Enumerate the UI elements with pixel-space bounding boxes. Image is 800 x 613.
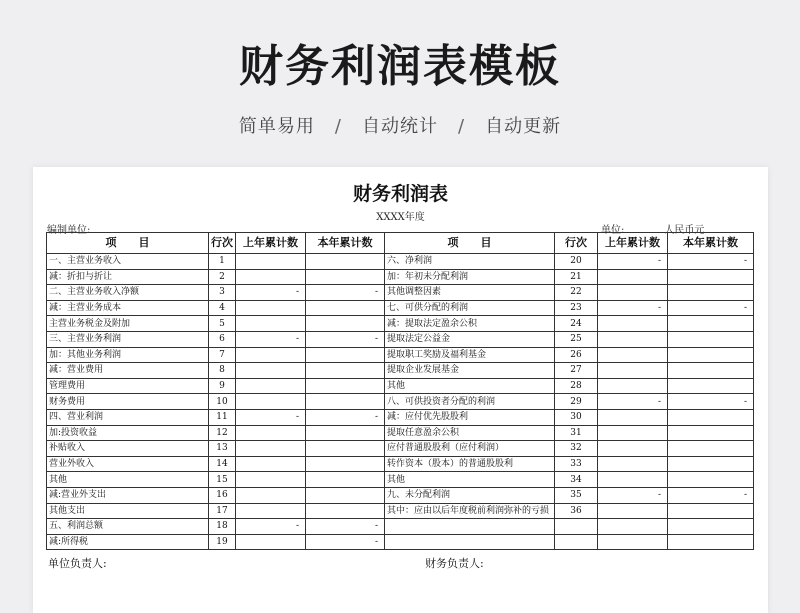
left-prev-cell[interactable] [236, 316, 306, 332]
left-prev-cell[interactable] [236, 347, 306, 363]
table-row [47, 456, 754, 472]
right-line-cell[interactable]: 25 [555, 331, 598, 347]
left-curr-cell[interactable]: - [306, 519, 385, 535]
finance-head-signature: 财务负责人: [425, 557, 484, 570]
right-prev-cell[interactable] [598, 269, 668, 285]
unit-head-signature: 单位负责人: [48, 557, 107, 570]
tag-easy: 简单易用 [238, 116, 315, 137]
right-prev-cell[interactable] [598, 409, 668, 425]
document-title: 财务利润表 [352, 183, 448, 205]
left-curr-cell[interactable] [306, 487, 385, 503]
left-item-cell[interactable]: 二、主营业务收入净额 [47, 285, 209, 301]
table-row [47, 378, 754, 394]
left-line-cell[interactable]: 7 [209, 347, 236, 363]
left-prev-cell[interactable]: - [236, 331, 306, 347]
right-curr-cell[interactable]: - [668, 394, 754, 410]
left-item-cell[interactable]: 四、营业利润 [47, 409, 209, 425]
right-curr-cell[interactable] [668, 425, 754, 441]
header-prev-left[interactable]: 上年累计数 [236, 233, 306, 254]
left-line-cell[interactable]: 19 [209, 534, 236, 550]
right-curr-cell[interactable] [668, 472, 754, 488]
left-line-cell[interactable]: 6 [209, 331, 236, 347]
right-prev-cell[interactable] [598, 503, 668, 519]
table-row [47, 425, 754, 441]
right-item-cell[interactable]: 加：年初未分配利润 [385, 269, 555, 285]
right-line-cell[interactable]: 27 [555, 363, 598, 379]
right-line-cell[interactable]: 28 [555, 378, 598, 394]
table-row [47, 519, 754, 535]
table-row [47, 331, 754, 347]
right-line-cell[interactable]: 24 [555, 316, 598, 332]
left-line-cell[interactable]: 14 [209, 456, 236, 472]
left-prev-cell[interactable] [236, 269, 306, 285]
right-prev-cell[interactable]: - [598, 487, 668, 503]
left-line-cell[interactable]: 3 [209, 285, 236, 301]
left-item-cell[interactable]: 加:投资收益 [47, 425, 209, 441]
right-item-cell[interactable]: 六、净利润 [385, 254, 555, 270]
right-prev-cell[interactable] [598, 472, 668, 488]
left-prev-cell[interactable] [236, 363, 306, 379]
right-prev-cell[interactable]: - [598, 394, 668, 410]
right-curr-cell[interactable] [668, 285, 754, 301]
left-item-cell[interactable]: 减：折扣与折让 [47, 269, 209, 285]
left-item-cell[interactable]: 减：营业费用 [47, 363, 209, 379]
left-curr-cell[interactable] [306, 503, 385, 519]
right-item-cell[interactable]: 其他调整因素 [385, 285, 555, 301]
right-prev-cell[interactable]: - [598, 300, 668, 316]
left-curr-cell[interactable] [306, 269, 385, 285]
right-line-cell[interactable]: 20 [555, 254, 598, 270]
left-item-cell[interactable]: 减:所得税 [47, 534, 209, 550]
right-line-cell[interactable]: 29 [555, 394, 598, 410]
left-line-cell[interactable]: 12 [209, 425, 236, 441]
right-curr-cell[interactable] [668, 534, 754, 550]
left-line-cell[interactable]: 8 [209, 363, 236, 379]
left-prev-cell[interactable] [236, 394, 306, 410]
left-prev-cell[interactable]: - [236, 519, 306, 535]
right-prev-cell[interactable] [598, 425, 668, 441]
left-line-cell[interactable]: 15 [209, 472, 236, 488]
right-item-cell[interactable]: 提取职工奖励及福利基金 [385, 347, 555, 363]
left-prev-cell[interactable] [236, 472, 306, 488]
left-curr-cell[interactable]: - [306, 409, 385, 425]
right-item-cell[interactable]: 应付普通股股利（应付利润） [385, 441, 555, 457]
right-item-cell[interactable]: 其他 [385, 378, 555, 394]
right-prev-cell[interactable]: - [598, 254, 668, 270]
left-curr-cell[interactable]: - [306, 534, 385, 550]
left-curr-cell[interactable] [306, 378, 385, 394]
right-prev-cell[interactable] [598, 316, 668, 332]
right-curr-cell[interactable] [668, 441, 754, 457]
right-line-cell[interactable] [555, 519, 598, 535]
right-prev-cell[interactable] [598, 534, 668, 550]
left-prev-cell[interactable] [236, 425, 306, 441]
right-item-cell[interactable]: 其中：应由以后年度税前利润弥补的亏损 [385, 503, 555, 519]
table-row [47, 300, 754, 316]
left-prev-cell[interactable] [236, 487, 306, 503]
right-curr-cell[interactable]: - [668, 487, 754, 503]
left-item-cell[interactable]: 补贴收入 [47, 441, 209, 457]
left-curr-cell[interactable] [306, 394, 385, 410]
table-row [47, 363, 754, 379]
banner-tagline [0, 112, 800, 138]
spreadsheet-sheet [33, 167, 768, 613]
right-item-cell[interactable] [385, 534, 555, 550]
left-prev-cell[interactable] [236, 456, 306, 472]
left-prev-cell[interactable] [236, 534, 306, 550]
right-curr-cell[interactable] [668, 316, 754, 332]
tag-auto-stats: 自动统计 [362, 116, 438, 137]
left-line-cell[interactable]: 1 [209, 254, 236, 270]
table-row [47, 285, 754, 301]
right-line-cell[interactable]: 36 [555, 503, 598, 519]
right-line-cell[interactable]: 22 [555, 285, 598, 301]
banner-title: 财务利润表模板 [239, 41, 561, 92]
left-item-cell[interactable]: 管理费用 [47, 378, 209, 394]
left-prev-cell[interactable]: - [236, 285, 306, 301]
left-item-cell[interactable]: 减:营业外支出 [47, 487, 209, 503]
table-row [47, 316, 754, 332]
right-line-cell[interactable]: 35 [555, 487, 598, 503]
right-prev-cell[interactable] [598, 285, 668, 301]
right-line-cell[interactable]: 32 [555, 441, 598, 457]
right-curr-cell[interactable] [668, 363, 754, 379]
left-item-cell[interactable]: 其他 [47, 472, 209, 488]
left-line-cell[interactable]: 4 [209, 300, 236, 316]
right-item-cell[interactable]: 提取企业发展基金 [385, 363, 555, 379]
left-item-cell[interactable]: 三、主营业务利润 [47, 331, 209, 347]
compiler-label: 编制单位: [47, 225, 91, 236]
right-item-cell[interactable]: 转作资本（股本）的普通股股利 [385, 456, 555, 472]
right-item-cell[interactable]: 减：应付优先股股利 [385, 409, 555, 425]
left-line-cell[interactable]: 11 [209, 409, 236, 425]
table-row [47, 269, 754, 285]
left-curr-cell[interactable] [306, 441, 385, 457]
right-line-cell[interactable] [555, 534, 598, 550]
right-curr-cell[interactable] [668, 331, 754, 347]
left-prev-cell[interactable] [236, 254, 306, 270]
left-line-cell[interactable]: 5 [209, 316, 236, 332]
left-curr-cell[interactable]: - [306, 331, 385, 347]
table-header-row [47, 233, 754, 254]
right-line-cell[interactable]: 31 [555, 425, 598, 441]
left-line-cell[interactable]: 18 [209, 519, 236, 535]
left-curr-cell[interactable] [306, 425, 385, 441]
left-prev-cell[interactable] [236, 503, 306, 519]
right-curr-cell[interactable] [668, 269, 754, 285]
tag-auto-update: 自动更新 [485, 116, 562, 137]
left-item-cell[interactable]: 加：其他业务利润 [47, 347, 209, 363]
right-curr-cell[interactable]: - [668, 300, 754, 316]
left-item-cell[interactable]: 营业外收入 [47, 456, 209, 472]
table-row [47, 254, 754, 270]
left-curr-cell[interactable] [306, 300, 385, 316]
right-prev-cell[interactable] [598, 441, 668, 457]
unit-label: 单位: [601, 225, 625, 236]
header-item-left[interactable]: 项 目 [47, 233, 209, 254]
left-curr-cell[interactable]: - [306, 285, 385, 301]
left-line-cell[interactable]: 16 [209, 487, 236, 503]
income-statement-table [46, 232, 754, 550]
left-item-cell[interactable]: 其他支出 [47, 503, 209, 519]
right-prev-cell[interactable] [598, 378, 668, 394]
right-curr-cell[interactable] [668, 519, 754, 535]
separator: / [334, 116, 342, 137]
left-prev-cell[interactable] [236, 378, 306, 394]
left-curr-cell[interactable] [306, 347, 385, 363]
table-row [47, 487, 754, 503]
table-row [47, 409, 754, 425]
right-prev-cell[interactable] [598, 363, 668, 379]
header-item-right[interactable]: 项 目 [385, 233, 555, 254]
header-line-right[interactable]: 行次 [555, 233, 598, 254]
left-line-cell[interactable]: 13 [209, 441, 236, 457]
right-line-cell[interactable]: 34 [555, 472, 598, 488]
right-item-cell[interactable]: 减：提取法定盈余公积 [385, 316, 555, 332]
right-curr-cell[interactable] [668, 347, 754, 363]
right-item-cell[interactable]: 提取法定公益金 [385, 331, 555, 347]
right-curr-cell[interactable] [668, 456, 754, 472]
left-curr-cell[interactable] [306, 456, 385, 472]
right-line-cell[interactable]: 33 [555, 456, 598, 472]
right-item-cell[interactable]: 八、可供投资者分配的利润 [385, 394, 555, 410]
separator: / [458, 116, 466, 137]
header-prev-right[interactable]: 上年累计数 [598, 233, 668, 254]
left-prev-cell[interactable] [236, 441, 306, 457]
left-prev-cell[interactable]: - [236, 409, 306, 425]
left-curr-cell[interactable] [306, 472, 385, 488]
right-curr-cell[interactable] [668, 378, 754, 394]
right-item-cell[interactable]: 九、未分配利润 [385, 487, 555, 503]
right-prev-cell[interactable] [598, 347, 668, 363]
left-line-cell[interactable]: 2 [209, 269, 236, 285]
left-item-cell[interactable]: 一、主营业务收入 [47, 254, 209, 270]
right-curr-cell[interactable]: - [668, 254, 754, 270]
table-row [47, 503, 754, 519]
left-line-cell[interactable]: 17 [209, 503, 236, 519]
left-curr-cell[interactable] [306, 363, 385, 379]
left-line-cell[interactable]: 9 [209, 378, 236, 394]
right-item-cell[interactable] [385, 519, 555, 535]
header-curr-left[interactable]: 本年累计数 [306, 233, 385, 254]
right-item-cell[interactable]: 其他 [385, 472, 555, 488]
right-line-cell[interactable]: 21 [555, 269, 598, 285]
left-line-cell[interactable]: 10 [209, 394, 236, 410]
right-prev-cell[interactable] [598, 456, 668, 472]
right-prev-cell[interactable] [598, 331, 668, 347]
right-item-cell[interactable]: 提取任意盈余公积 [385, 425, 555, 441]
table-row [47, 441, 754, 457]
right-curr-cell[interactable] [668, 503, 754, 519]
document-year: XXXX年度 [376, 212, 425, 223]
left-item-cell[interactable]: 减：主营业务成本 [47, 300, 209, 316]
right-prev-cell[interactable] [598, 519, 668, 535]
table-row [47, 472, 754, 488]
table-row [47, 534, 754, 550]
left-curr-cell[interactable] [306, 316, 385, 332]
left-prev-cell[interactable] [236, 300, 306, 316]
left-item-cell[interactable]: 五、利润总额 [47, 519, 209, 535]
header-curr-right[interactable]: 本年累计数 [668, 233, 754, 254]
left-item-cell[interactable]: 主营业务税金及附加 [47, 316, 209, 332]
right-item-cell[interactable]: 七、可供分配的利润 [385, 300, 555, 316]
left-curr-cell[interactable] [306, 254, 385, 270]
header-line-left[interactable]: 行次 [209, 233, 236, 254]
right-line-cell[interactable]: 23 [555, 300, 598, 316]
table-row [47, 347, 754, 363]
left-item-cell[interactable]: 财务费用 [47, 394, 209, 410]
table-row [47, 394, 754, 410]
right-line-cell[interactable]: 30 [555, 409, 598, 425]
unit-value: 人民币元 [664, 225, 705, 236]
right-line-cell[interactable]: 26 [555, 347, 598, 363]
right-curr-cell[interactable] [668, 409, 754, 425]
